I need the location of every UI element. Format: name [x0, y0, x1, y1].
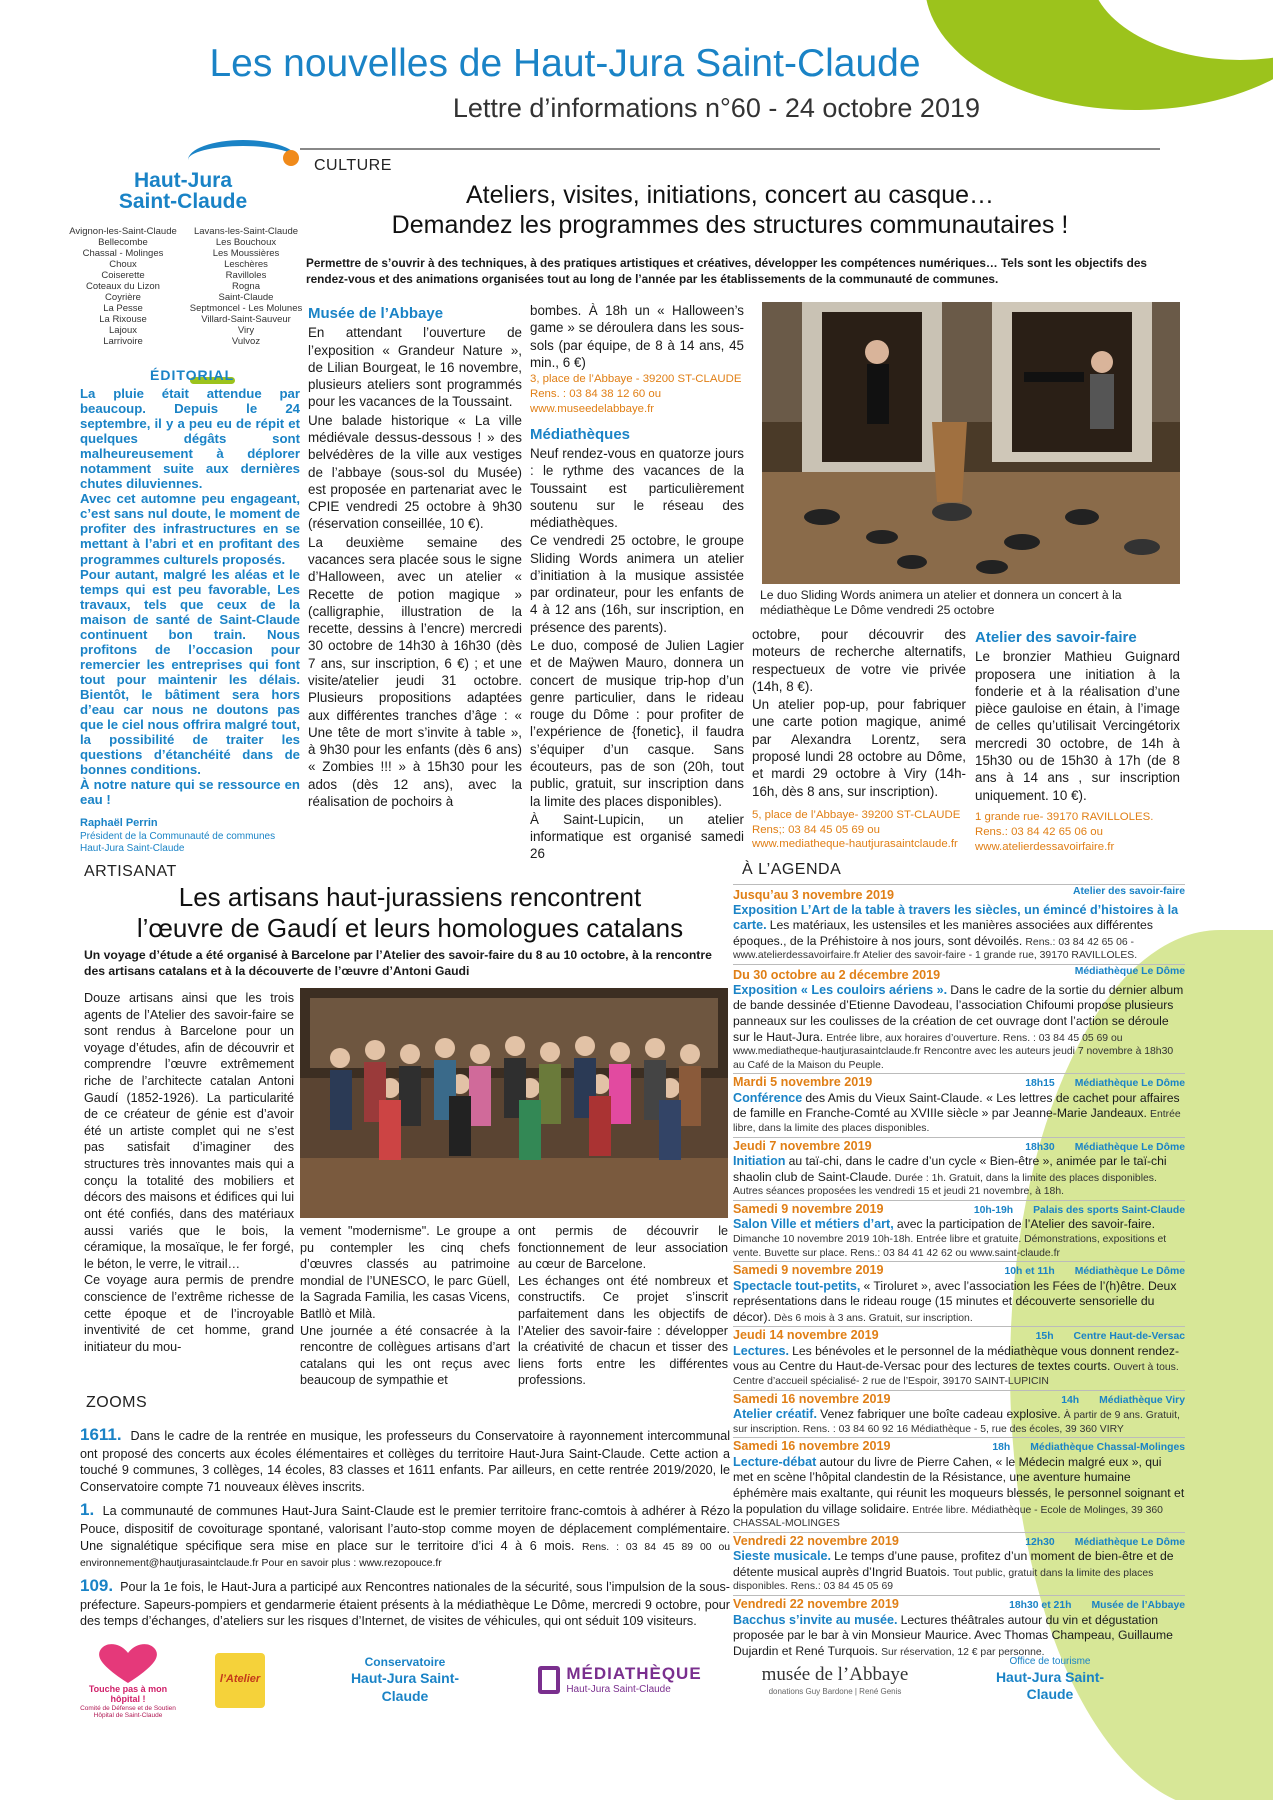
agenda-date: Jusqu’au 3 novembre 2019 — [733, 887, 894, 902]
agenda-info: Rens.: 03 84 42 65 06 - www.atelierdessavoirfaire.fr Atelier des savoir-faire - 1 grande rue, 39170 RAVILLOLES. — [733, 936, 1138, 962]
agenda-place: Médiathèque Le Dôme — [1074, 1141, 1185, 1153]
commune: La Rixouse — [99, 314, 147, 326]
logo-conservatoire-line1: Conservatoire — [364, 1655, 446, 1669]
section-agenda: À L’AGENDA — [742, 861, 842, 878]
agenda-desc: Les bénévoles et le personnel de la médiathèque vous donnent rendez-vous au Centre du Haut-de-Versac pour des lectures de textes courts. — [733, 1343, 1179, 1374]
agenda-item — [733, 1261, 1185, 1325]
logo-conservatoire — [330, 1640, 480, 1720]
agenda-item — [733, 1532, 1185, 1594]
zooms-body — [80, 1424, 730, 1629]
agenda-desc: « Tiroluret », avec l’association les Fées de l’(h)être. Deux représentations dans le rideau rouge (15 minutes et découverte sensorielle du décor). — [733, 1278, 1177, 1324]
agenda-title: Initiation — [733, 1154, 786, 1169]
agenda-item — [733, 1437, 1185, 1530]
section-culture: CULTURE — [314, 157, 392, 174]
logo-atelier — [205, 1640, 275, 1720]
issue-subtitle: Lettre d’informations n°60 - 24 octobre 2019 — [452, 93, 980, 123]
agenda-place: Médiathèque Le Dôme — [1074, 1536, 1185, 1548]
agenda-date: Jeudi 14 novembre 2019 — [733, 1328, 879, 1343]
agenda-place: Atelier des savoir-faire — [1072, 886, 1185, 897]
agenda-place: Centre Haut-de-Versac — [1073, 1331, 1185, 1343]
artisanat-p2: Ce voyage aura permis de prendre conscience de l’extrême richesse de cette époque et de l’incroyable inventivité de cet homme, grand initiateur du mou- — [84, 1273, 294, 1354]
commune: Avignon-les-Saint-Claude — [69, 226, 177, 237]
logo-atelier-text: l’Atelier — [219, 1673, 261, 1686]
agenda-time: 18h15 — [1025, 1078, 1055, 1090]
agenda-time: 12h30 — [1025, 1536, 1055, 1548]
artisanat-p3: vement "modernisme". Le groupe a pu contempler les cinq chefs d’œuvres classés au patrimoine mondial de l’UNESCO, le parc Güell, la Sagrada Familia, les casas Vicens, Batllò et Milà. — [300, 1224, 510, 1322]
artisanat-col-3 — [518, 1223, 728, 1389]
commune: Viry — [237, 325, 255, 337]
culture-chapo: Permettre de s’ouvrir à des techniques, à des pratiques artistiques et créatives, développer les compétences numériques… Tels sont les objectifs des rendez-vous et des animations organisées tout au long de l’année par les établissements de la communauté de communes. — [306, 256, 1147, 286]
artisanat-headline-line2: l’œuvre de Gaudí et leurs homologues catalans — [136, 913, 684, 944]
commune: Coteaux du Lizon — [86, 281, 160, 293]
agenda-desc: Les matériaux, les ustensiles et les manières associées aux différentes époques., de la Préhistoire à nos jours, sont dévoilés. — [733, 918, 1153, 948]
logo-office-tourisme — [975, 1640, 1125, 1720]
culture-col-4 — [975, 626, 1180, 854]
agenda-desc: autour du livre de Pierre Cahen, « le Médecin malgré eux », qui met en scène l’hôpital clandestin de la Résistance, une aventure humaine éphémère mais exaltante, qui réunit les moqueurs blessés, le personnel soignant et la population du village solidaire. — [733, 1454, 1185, 1516]
agenda-place: Médiathèque Viry — [1099, 1394, 1185, 1406]
atelier-phone: Rens.: 03 84 42 65 06 ou — [975, 825, 1103, 838]
logo-haut-jura — [88, 140, 288, 225]
logo-tourisme-line2: Haut-Jura Saint-Claude — [995, 1668, 1105, 1703]
mediatheques-p5: octobre, pour découvrir des moteurs de recherche alternatifs, respectueux de votre vie privée (14h, 8 €). — [752, 627, 966, 694]
agenda-date: Du 30 octobre au 2 décembre 2019 — [733, 967, 941, 982]
zoom-text: La communauté de communes Haut-Jura Saint-Claude est le premier territoire franc-comtois à adhérer à Rézo Pouce, dispositif de covoiturage spontané, valorisant l’auto-stop comme moyen de déplacement complémentaire. Une signalétique spécifique sera mise en place sur le territoire d’ici 4 à 6 mois. — [80, 1504, 731, 1553]
agenda-title: Lectures. — [733, 1343, 789, 1358]
zoom-number: 109. — [80, 1575, 114, 1595]
agenda-time: 10h et 11h — [1004, 1266, 1055, 1278]
musee-p1: En attendant l’ouverture de l’exposition « Grandeur Nature », de Lilian Bourgeat, le 16 novembre, plusieurs ateliers sont programmés pour les vacances de la Toussaint. — [308, 325, 522, 410]
logo-text-line2: Saint-Claude — [118, 190, 248, 213]
agenda-place: Médiathèque Le Dôme — [1074, 1266, 1185, 1278]
agenda-title: Spectacle tout-petits, — [733, 1278, 861, 1293]
book-icon — [538, 1666, 560, 1694]
agenda-item — [733, 964, 1185, 1072]
atelier-address: 1 grande rue- 39170 RAVILLOLES. — [975, 810, 1154, 823]
zoom-item — [80, 1499, 730, 1570]
agenda-desc: Venez fabriquer une boîte cadeau explosive. — [820, 1407, 1061, 1422]
photo-artisans-barcelone — [300, 988, 728, 1218]
agenda-desc: Le temps d’une pause, profitez d’un moment de bien-être et de détente musical auprès d’Ingrid Buatois. — [733, 1549, 1174, 1579]
edito-signature: Raphaël Perrin — [80, 817, 158, 829]
heart-icon — [93, 1641, 163, 1685]
agenda-desc: des Amis du Vieux Saint-Claude. « Les lettres de cachet pour affaires de famille en Franche-Comté au XVIIIe siècle » par Jeanne-Marie Jandeaux. — [733, 1090, 1180, 1121]
commune: Ravilloles — [225, 270, 267, 282]
commune: Septmoncel - Les Molunes — [189, 303, 303, 315]
logo-musee-line1: musée de l’Abbaye — [761, 1664, 909, 1686]
agenda-date: Samedi 16 novembre 2019 — [733, 1439, 891, 1454]
edito-paragraph: À notre nature qui se ressource en eau ! — [80, 777, 300, 808]
edito-paragraph: Pour autant, malgré les aléas et le temps qui est peu favorable, Les travaux, tels que ceux de la maison de santé de Saint-Claude continuent bon train. Nous profitons de l’occasion pour remercier les entreprises qui font tout pour maintenir les délais. Bientôt, le bâtiment sera hors d’eau car nous ne doutons pas que le ciel nous offrira malgré tout, la possibilité de traiter les questions d’étanchéité dans de bonnes conditions. — [80, 566, 300, 778]
edito-title: ÉDITORIAL — [150, 367, 235, 383]
agenda-place: Médiathèque Le Dôme — [1074, 1078, 1185, 1090]
commune: Vulvoz — [231, 336, 261, 348]
commune: Les Bouchoux — [215, 237, 277, 249]
zoom-number: 1. — [80, 1500, 95, 1520]
logo-musee-abbaye — [745, 1640, 925, 1720]
agenda-date: Samedi 9 novembre 2019 — [733, 1201, 884, 1216]
commune: Choux — [109, 259, 137, 271]
agenda-place: Médiathèque Le Dôme — [1074, 966, 1185, 978]
logo-dot-icon — [283, 150, 299, 166]
agenda-title: Atelier créatif. — [733, 1407, 817, 1422]
commune: Villard-Saint-Sauveur — [201, 314, 291, 326]
edito-signature-role: Président de la Communauté de communes Haut-Jura Saint-Claude — [80, 831, 276, 854]
agenda-info: Entrée libre. Médiathèque - Ecole de Molinges, 39 360 CHASSAL-MOLINGES — [733, 1504, 1163, 1530]
header-divider — [300, 148, 1160, 150]
mediatheques-p3: Le duo, composé de Julien Lagier et de Maÿwen Mauro, donnera un concert de musique trip-hop d’un genre particulier, dans le rideau rouge du Dôme : pour profiter de l’expérience de {fonetic}, il faudra s’équiper d’un casque. Sans écouteurs, pas de son (20h, tout public, gratuit, sur inscription dans la limite des places disponibles). — [530, 638, 744, 809]
agenda-title: Salon Ville et métiers d’art, — [733, 1217, 894, 1232]
commune: Lajoux — [109, 325, 137, 337]
zoom-contact: Rens. : 03 84 45 89 00 ou environnement@hautjurasaintclaude.fr Pour en savoir plus : www.rezopouce.fr — [80, 1541, 731, 1570]
photo-sliding-words — [762, 302, 1180, 584]
artisanat-p5: ont permis de découvrir le fonctionnement de leur association au cœur de Barcelone. — [518, 1224, 728, 1272]
commune: Chassal - Molinges — [82, 248, 164, 260]
culture-col-2 — [530, 302, 744, 864]
atelier-heading: Atelier des savoir-faire — [975, 629, 1137, 646]
agenda-info: Entrée libre, dans la limite des places disponibles. — [733, 1109, 1181, 1134]
agenda-list — [733, 884, 1185, 1660]
artisanat-chapo: Un voyage d’étude a été organisé à Barcelone par l’Atelier des savoir-faire du 8 au 10 octobre, à la rencontre des artisans catalans et à la découverte de l’œuvre d’Antoni Gaudi — [84, 948, 712, 978]
agenda-desc: Lectures théâtrales autour du vin et dégustation proposée par le bar à vin Monsieur Maurice. Avec Thomas Champeau, Guillaume Dujardin et René Turquois. — [733, 1612, 1173, 1658]
atelier-website-link[interactable]: www.atelierdessavoirfaire.fr — [975, 840, 1115, 853]
zoom-text: Pour la 1e fois, le Haut-Jura a participé aux Rencontres nationales de la sécurité, sous l’impulsion de la sous-préfecture. Sapeurs-pompiers et gendarmerie étaient présents à la médiathèque Le Dôme, mercredi 9 octobre, pour des temps d’échanges, d’ateliers sur les risques d’Internet, de visites de véhicules, qui ont séduit 109 visiteurs. — [80, 1579, 730, 1629]
agenda-desc: Dans le cadre de la sortie du dernier album de bande dessinée d’Etienne Davodeau, l’association Chifoumi propose plusieurs panneaux sur les coulisses de la création de cet ouvrage dont l’action se déroule sur le Haut-Jura. — [733, 982, 1184, 1044]
culture-headline-line1: Ateliers, visites, initiations, concert au casque… — [465, 181, 994, 209]
mediatheques-p2: Ce vendredi 25 octobre, le groupe Sliding Words animera un atelier d’initiation à la musique assistée par ordinateur, pour les enfants de 4 à 12 ans (16h, sur inscription, en présence des parents). — [530, 533, 744, 635]
logo-mediatheque-line1: MÉDIATHÈQUE — [566, 1664, 702, 1684]
musee-phone: Rens. : 03 84 38 12 60 ou — [530, 387, 662, 400]
agenda-title: Exposition L’Art de la table à travers les siècles, un émincé d’histoires à la carte. — [733, 902, 1179, 933]
zoom-number: 1611. — [80, 1425, 122, 1444]
musee-p3: La deuxième semaine des vacances sera placée sous le signe d’Halloween, avec un atelier « Recette de potion magique » (calligraphie, illustration de la recette, dessins à l’encre) mercredi 30 octobre de 14h30 à 16h30 (dès 7 ans, sur inscription, 6 €) ; et une visite/atelier jeudi 31 octobre. Plusieurs propositions adaptées aux différentes tranches d’âge : « Une tête de mort s’invite à table », à 9h30 pour les enfants (dès 6 ans) « Zombies !!! » à 15h30 pour les ados (dès 12 ans), avec la réalisation de pochoirs à — [308, 534, 522, 809]
agenda-time: 14h — [1061, 1394, 1080, 1406]
artisanat-col-2 — [300, 1223, 510, 1389]
commune: Larrivoire — [103, 336, 143, 348]
mediatheques-p6: Un atelier pop-up, pour fabriquer une carte potion magique, animé par Alexandra Lorentz, sera proposé lundi 28 octobre au Dôme, et mardi 29 octobre à Viry (14h-16h, dès 8 ans, sur inscription). — [752, 697, 966, 799]
agenda-item — [733, 1137, 1185, 1199]
logo-hopital-line2: Comité de Défense et de Soutien Hôpital de Saint-Claude — [80, 1704, 176, 1719]
zoom-item — [80, 1575, 730, 1630]
agenda-desc: au taï-chi, dans le cadre d’un cycle « Bien-être », animée par le taï-chi shaolin club de Saint-Claude. — [733, 1154, 1167, 1184]
agenda-date: Vendredi 22 novembre 2019 — [733, 1533, 899, 1548]
culture-col-3 — [752, 626, 966, 852]
logo-text-line1: Haut-Jura — [133, 169, 233, 192]
section-artisanat: ARTISANAT — [84, 863, 177, 880]
logo-mediatheque-line2: Haut-Jura Saint-Claude — [566, 1684, 671, 1696]
logo-tourisme-line1: Office de tourisme — [1009, 1656, 1091, 1668]
mediatheques-phone: Rens;: 03 84 45 05 69 ou — [752, 823, 880, 836]
agenda-item — [733, 1073, 1185, 1135]
agenda-title: Bacchus s’invite au musée. — [733, 1612, 898, 1627]
agenda-title: Exposition « Les couloirs aériens ». — [733, 982, 948, 997]
agenda-date: Jeudi 7 novembre 2019 — [733, 1138, 872, 1153]
culture-col-1 — [308, 302, 522, 811]
commune: Les Moussières — [212, 248, 280, 260]
agenda-info: Tout public, gratuit dans la limite des places disponibles. Rens.: 03 84 45 05 69 — [733, 1567, 1154, 1593]
agenda-item — [733, 1390, 1185, 1437]
commune: Saint-Claude — [218, 292, 274, 304]
photo-artisans-image — [300, 988, 728, 1218]
commune: Leschères — [224, 259, 268, 271]
atelier-badge-icon — [215, 1653, 265, 1708]
artisanat-p4: Une journée a été consacrée à la rencontre de collègues artisans d’art catalans qui les ont reçus avec beaucoup de sympathie et — [300, 1323, 510, 1388]
page-title: Les nouvelles de Haut-Jura Saint-Claude — [209, 42, 921, 85]
commune: Coyrière — [105, 292, 141, 304]
communes-list-left — [63, 226, 183, 347]
culture-headline — [330, 180, 1130, 240]
agenda-place: Musée de l’Abbaye — [1091, 1600, 1185, 1612]
agenda-date: Samedi 16 novembre 2019 — [733, 1391, 891, 1406]
agenda-place: Palais des sports Saint-Claude — [1033, 1204, 1185, 1216]
agenda-time: 18h30 — [1025, 1141, 1055, 1153]
zoom-text: Dans le cadre de la rentrée en musique, les professeurs du Conservatoire à rayonnement intercommunal ont proposé des concerts aux écoles élémentaires et collèges du territoire Haut-Jura Saint-Claude. Cette action a touché 9 communes, 3 collèges, 14 écoles, 83 classes et 1611 enfants. Par ailleurs, en cette rentrée 2019/2020, le Conservatoire compte 71 nouveaux élèves inscrits. — [80, 1429, 730, 1494]
agenda-info: Ouvert à tous. Centre d’accueil spécialisé- 2 rue de l’Espoir, 39170 SAINT-LUPICIN — [733, 1362, 1179, 1388]
agenda-info: À partir de 9 ans. Gratuit, sur inscription. Rens. : 03 84 60 92 16 Médiathèque - 5, rue des écoles, 39 360 VIRY — [733, 1410, 1180, 1435]
artisanat-col-1 — [84, 990, 294, 1355]
culture-headline-line2: Demandez les programmes des structures communautaires ! — [391, 211, 1069, 239]
agenda-title: Lecture-débat — [733, 1454, 817, 1469]
mediatheques-heading: Médiathèques — [530, 425, 631, 443]
edito-paragraph: La pluie était attendue par beaucoup. Depuis le 24 septembre, il y a peu eu de répit et quelques dégâts sont malheureusement à déplorer notamment suite aux dernières chutes diluviennes. — [80, 386, 300, 492]
agenda-date: Vendredi 22 novembre 2019 — [733, 1597, 899, 1612]
mediatheques-website-link[interactable]: www.mediatheque-hautjurasaintclaude.fr — [752, 838, 958, 851]
mediatheques-address: 5, place de l’Abbaye- 39200 ST-CLAUDE — [752, 808, 961, 821]
edito-paragraph: Avec cet automne peu engageant, c’est sans nul doute, le moment de profiter des infrastructures en se mettant à l’abri et en profitant des programmes culturels proposés. — [80, 491, 300, 567]
agenda-item — [733, 1326, 1185, 1388]
artisanat-p1: Douze artisans ainsi que les trois agents de l’Atelier des savoir-faire se sont rendus à Barcelone pour un voyage d’études, afin de découvrir et comprendre l’œuvre extrêmement riche de l’architecte catalan Antoni Gaudí (1852-1926). La particularité de ce créateur de génie est d’avoir été un artiste complet qui ne s’est pas satisfait d’imaginer des structures très innovantes mais qui a conçu la totalité des mobiliers et décors des maisons et édifices qui lui ont été confiés, dans des matériaux aussi variés que le bois, la céramique, la mosaïque, le fer forgé, le béton, le verre, le vitrail… — [84, 991, 294, 1271]
agenda-info: Dès 6 mois à 3 ans. Gratuit, sur inscription. — [774, 1312, 973, 1324]
musee-heading: Musée de l’Abbaye — [308, 305, 444, 322]
agenda-time: 15h — [1035, 1331, 1054, 1343]
logo-mediatheque — [520, 1640, 720, 1720]
zoom-item — [80, 1424, 730, 1495]
section-zooms: ZOOMS — [86, 1394, 148, 1411]
logo-touche-pas-hopital — [78, 1640, 178, 1720]
artisanat-headline-line1: Les artisans haut-jurassiens rencontrent — [178, 882, 642, 912]
agenda-item — [733, 1200, 1185, 1260]
agenda-info: Sur réservation, 12 € par personne. — [881, 1646, 1045, 1658]
commune: Bellecombe — [98, 237, 148, 249]
agenda-date: Mardi 5 novembre 2019 — [733, 1075, 873, 1090]
atelier-p1: Le bronzier Mathieu Guignard proposera une initiation à la fonderie et à la réalisation d’une pièce gauloise en étain, à l’image de celles qu’utilisait Vercingétorix mercredi 30 octobre, de 14h à 15h30 ou de 15h30 à 17h (de 8 ans à 14 ans , sur inscription uniquement. 10 €). — [975, 649, 1180, 803]
agenda-item — [733, 884, 1185, 963]
edito-body — [80, 386, 300, 807]
agenda-time: 10h-19h — [973, 1204, 1014, 1216]
musee-p2: Une balade historique « La ville médiévale dessus-dessous ! » des belvédères de la ville aux vestiges de l’abbaye (sous-sol du Musée) est proposée en partenariat avec le CPIE vendredi 25 octobre à 9h30 (réservation conseillée, 10 €). — [308, 412, 522, 532]
agenda-info: Durée : 1h. Gratuit, dans la limite des places disponibles. Autres séances proposées les vendredi 15 et jeudi 21 novembre, à 18h. — [733, 1172, 1157, 1198]
agenda-title: Conférence — [733, 1090, 803, 1105]
commune: Rogna — [232, 281, 260, 293]
musee-address: 3, place de l’Abbaye - 39200 ST-CLAUDE — [530, 373, 742, 386]
logo-hopital-line1: Touche pas à mon hôpital ! — [88, 1683, 168, 1704]
mediatheques-p1: Neuf rendez-vous en quatorze jours : le rythme des vacances de la Toussaint est particulièrement soutenu sur le réseau des médiathèques. — [530, 445, 744, 531]
commune: Coiserette — [101, 270, 145, 282]
agenda-time: 18h30 et 21h — [1009, 1600, 1072, 1612]
agenda-desc: avec la participation de l’Atelier des savoir-faire. — [896, 1217, 1155, 1232]
agenda-title: Sieste musicale. — [733, 1549, 832, 1564]
musee-website-link[interactable]: www.museedelabbaye.fr — [530, 402, 655, 415]
commune: La Pesse — [103, 303, 143, 315]
agenda-date: Samedi 9 novembre 2019 — [733, 1263, 884, 1278]
agenda-place: Médiathèque Chassal-Molinges — [1030, 1442, 1185, 1454]
logo-conservatoire-line2: Haut-Jura Saint-Claude — [350, 1670, 460, 1704]
photo-sliding-words-image — [762, 302, 1180, 584]
artisanat-p6: Les échanges ont été nombreux et constructifs. Ce projet s’inscrit parfaitement dans les objectifs de l’Atelier des savoir-faire : développer la créativité de chacun et tisser des liens forts entre les différentes professions. — [518, 1273, 728, 1388]
artisanat-headline — [90, 882, 730, 944]
logo-musee-line2: donations Guy Bardone | René Genis — [768, 1686, 902, 1696]
agenda-info: Entrée libre, aux horaires d’ouverture. Rens. : 03 84 45 05 69 ou www.mediatheque-hautjurasaintclaude.fr Rencontre avec les auteurs jeudi 7 novembre à 18h30 au Café de la Maison du Peuple. — [733, 1032, 1174, 1071]
agenda-info: Dimanche 10 novembre 2019 10h-18h. Entrée libre et gratuite. Démonstrations, expositions et vente. Buvette sur place. Rens.: 03 84 41 42 62 ou www.saint-claude.fr — [733, 1233, 1167, 1259]
agenda-time: 18h — [992, 1442, 1011, 1454]
photo-caption: Le duo Sliding Words animera un atelier et donnera un concert à la médiathèque Le Dôme vendredi 25 octobre — [760, 588, 1122, 618]
commune: Lavans-les-Saint-Claude — [193, 226, 299, 237]
communes-list-right — [186, 226, 306, 347]
mediatheques-p4: À Saint-Lupicin, un atelier informatique est organisé samedi 26 — [530, 811, 744, 862]
musee-p4: bombes. À 18h un « Halloween’s game » se déroulera dans les sous-sols (par équipe, de 8 à 14 ans, 45 min., 6 €) — [530, 303, 744, 370]
